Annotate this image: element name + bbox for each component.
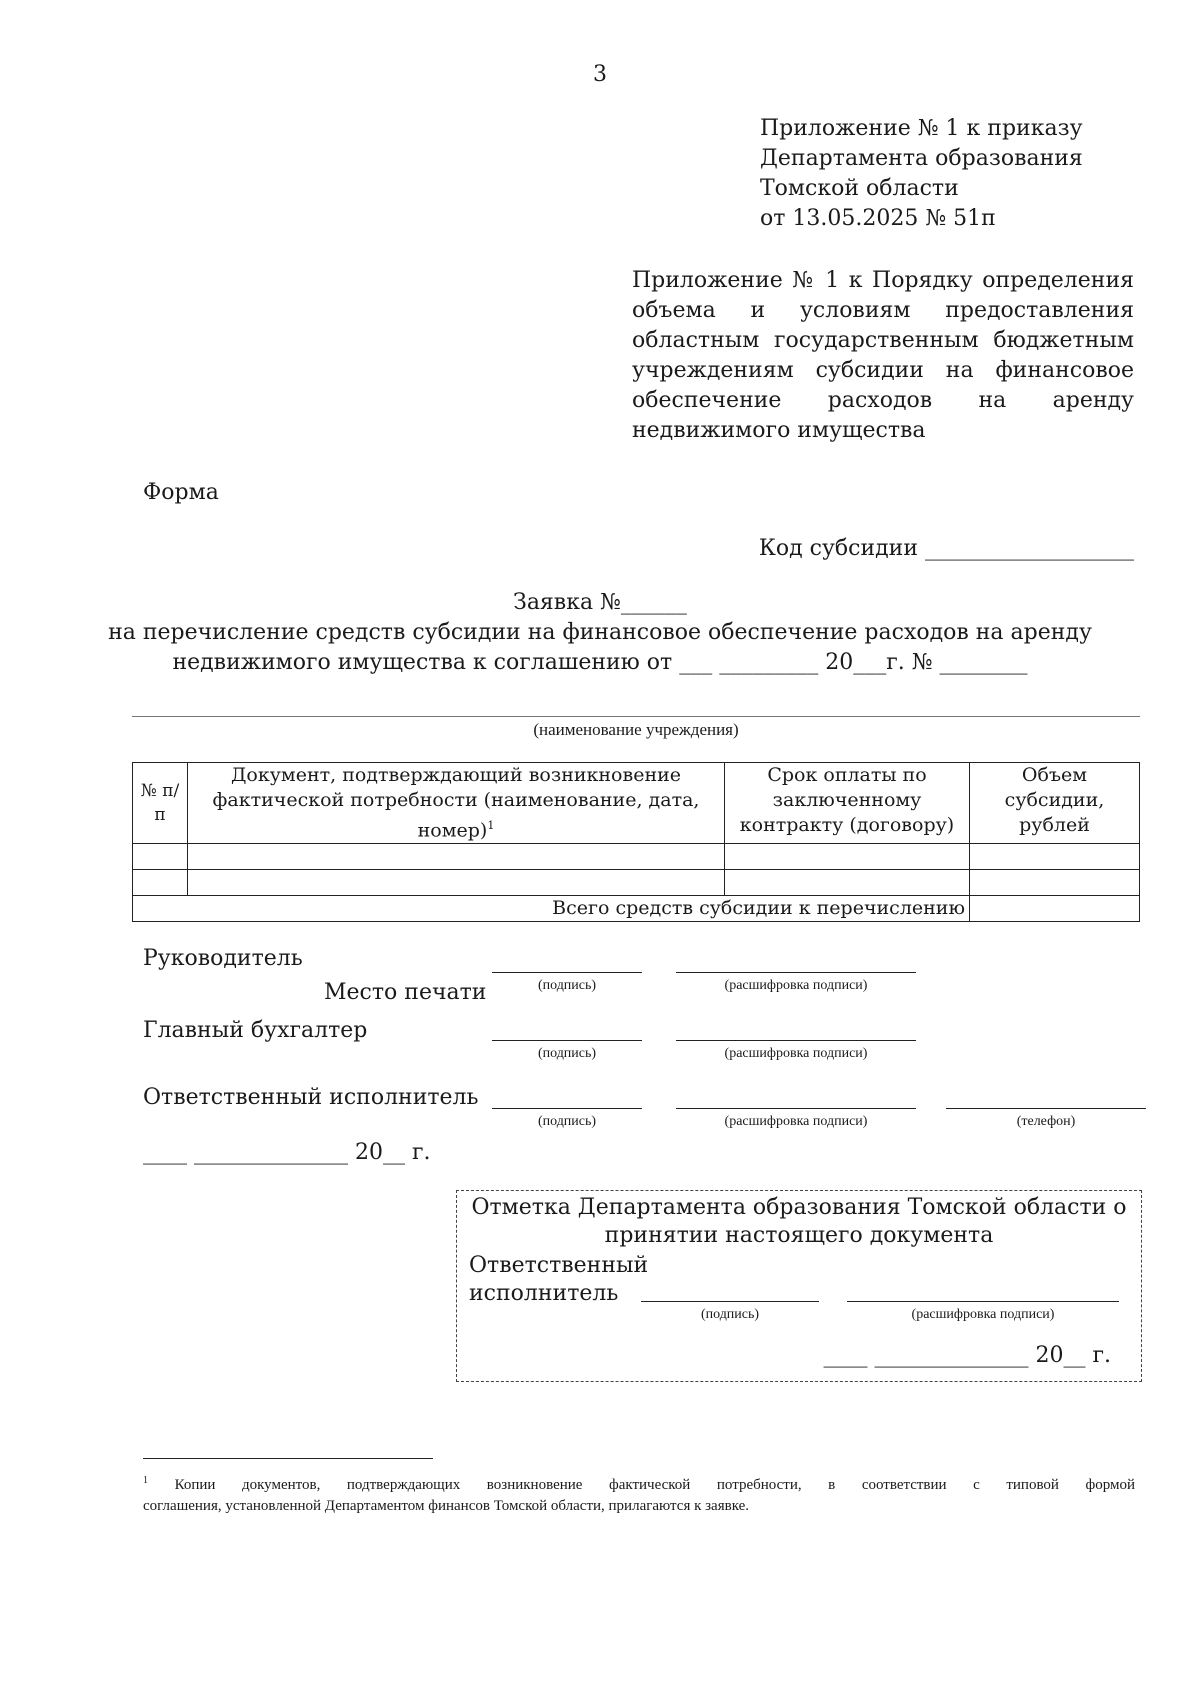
- executor-phone-line[interactable]: [946, 1108, 1146, 1109]
- decode-caption: (расшифровка подписи): [911, 1307, 1055, 1322]
- sign-caption: (подпись): [537, 1046, 597, 1061]
- footnote-mark: 1: [143, 1475, 148, 1486]
- header-subsidy-amount: Объем субсидии, рублей: [970, 763, 1140, 844]
- footnote-ref: 1: [487, 819, 495, 832]
- subsidy-table: [132, 762, 1140, 922]
- page-number: 3: [593, 62, 607, 87]
- department-executor-label: исполнитель: [469, 1281, 619, 1306]
- appendix-procedure-line: Приложение № 1 к Порядку определения: [632, 268, 1134, 293]
- executor-signature-line[interactable]: [492, 1108, 642, 1109]
- footnote: [143, 1470, 1135, 1517]
- department-mark-box: [456, 1190, 1142, 1382]
- table-cell[interactable]: [970, 844, 1140, 870]
- department-mark-title: Отметка Департамента образования Томской области о: [471, 1195, 1127, 1220]
- institution-caption: (наименование учреждения): [533, 720, 739, 739]
- table-row: [133, 870, 1140, 896]
- footnote-separator: [143, 1458, 433, 1459]
- appendix-procedure-line: областным государственным бюджетным: [632, 328, 1134, 353]
- footnote-text: Копии документов, подтверждающих возникновение фактической потребности, в соответствии с типовой формой: [174, 1477, 1136, 1493]
- appendix-procedure-block: [632, 266, 1134, 446]
- footnote-line: [143, 1470, 1135, 1496]
- header-document-text: Документ, подтверждающий возникновение фактической потребности (наименование, дата, номер): [212, 764, 700, 842]
- table-cell[interactable]: [725, 844, 970, 870]
- signature-date-line[interactable]: ____ ______________ 20__ г.: [143, 1140, 431, 1165]
- sign-caption: (подпись): [537, 1114, 597, 1129]
- head-decode-line[interactable]: [676, 972, 916, 973]
- application-agreement-line: недвижимого имущества к соглашению от ___ _________ 20___г. № ________: [172, 650, 1028, 675]
- table-cell[interactable]: [725, 870, 970, 896]
- accountant-label: Главный бухгалтер: [143, 1018, 368, 1043]
- sign-caption: (подпись): [700, 1307, 760, 1322]
- subsidy-code-field[interactable]: Код субсидии ___________________: [758, 536, 1134, 561]
- department-signature-line[interactable]: [641, 1301, 819, 1302]
- decode-caption: (расшифровка подписи): [724, 978, 868, 993]
- institution-name-line[interactable]: [132, 716, 1140, 717]
- table-cell[interactable]: [188, 844, 725, 870]
- header-number: № п/п: [133, 763, 188, 844]
- header-payment-term: Срок оплаты по заключенному контракту (договору): [725, 763, 970, 844]
- appendix-procedure-line: объема и условиям предоставления: [632, 298, 1134, 323]
- appendix-order-block: [760, 114, 1083, 234]
- total-label: Всего средств субсидии к перечислению: [133, 896, 970, 922]
- accountant-decode-line[interactable]: [676, 1040, 916, 1041]
- head-signature-line[interactable]: [492, 972, 642, 973]
- department-decode-line[interactable]: [847, 1301, 1119, 1302]
- table-total-row: [133, 896, 1140, 922]
- form-label: Форма: [143, 480, 219, 505]
- appendix-procedure-line: учреждениям субсидии на финансовое: [632, 358, 1134, 383]
- table-cell[interactable]: [970, 870, 1140, 896]
- seal-label: Место печати: [324, 980, 487, 1005]
- phone-caption: (телефон): [1016, 1114, 1076, 1129]
- total-value-cell[interactable]: [970, 896, 1140, 922]
- table-cell[interactable]: [133, 844, 188, 870]
- department-executor-label: Ответственный: [469, 1253, 649, 1278]
- appendix-procedure-line: обеспечение расходов на аренду: [632, 388, 1134, 413]
- application-title: Заявка №______: [513, 590, 687, 615]
- decode-caption: (расшифровка подписи): [724, 1046, 868, 1061]
- footnote-line: соглашения, установленной Департаментом финансов Томской области, прилагаются к заявке.: [143, 1498, 750, 1514]
- sign-caption: (подпись): [537, 978, 597, 993]
- header-document: [188, 763, 725, 844]
- executor-decode-line[interactable]: [676, 1108, 916, 1109]
- decode-caption: (расшифровка подписи): [724, 1114, 868, 1129]
- appendix-order-line: Приложение № 1 к приказу: [760, 116, 1083, 141]
- table-header-row: [133, 763, 1140, 844]
- department-mark-title: принятии настоящего документа: [604, 1223, 994, 1248]
- table-row: [133, 844, 1140, 870]
- head-label: Руководитель: [143, 946, 303, 971]
- application-subtitle: на перечисление средств субсидии на финансовое обеспечение расходов на аренду: [108, 620, 1092, 645]
- appendix-procedure-line: недвижимого имущества: [632, 418, 926, 443]
- department-date-line[interactable]: ____ ______________ 20__ г.: [823, 1343, 1111, 1368]
- table-cell[interactable]: [133, 870, 188, 896]
- executor-label: Ответственный исполнитель: [143, 1085, 479, 1110]
- table-cell[interactable]: [188, 870, 725, 896]
- appendix-order-line: Департамента образования: [760, 146, 1083, 171]
- accountant-signature-line[interactable]: [492, 1040, 642, 1041]
- appendix-order-line: от 13.05.2025 № 51п: [760, 206, 996, 231]
- appendix-order-line: Томской области: [760, 176, 959, 201]
